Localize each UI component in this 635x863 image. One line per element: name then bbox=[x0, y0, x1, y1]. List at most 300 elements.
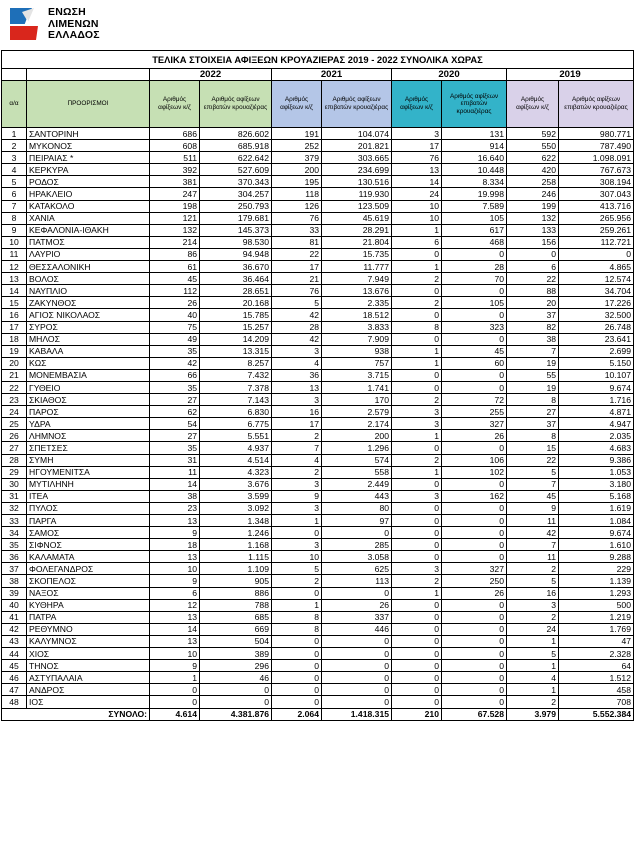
arrivals-2020: 1 bbox=[392, 430, 442, 442]
arrivals-2020: 13 bbox=[392, 164, 442, 176]
destination-name: ΣΥΡΟΣ bbox=[27, 321, 150, 333]
passengers-2019: 3.180 bbox=[559, 478, 634, 490]
destination-name: ΜΥΚΟΝΟΣ bbox=[27, 140, 150, 152]
passengers-2021: 0 bbox=[322, 635, 392, 647]
passengers-2022: 886 bbox=[200, 587, 272, 599]
passengers-2021: 625 bbox=[322, 563, 392, 575]
destination-name: ΡΟΔΟΣ bbox=[27, 176, 150, 188]
passengers-2019: 259.261 bbox=[559, 224, 634, 236]
passengers-2019: 17.226 bbox=[559, 297, 634, 309]
arrivals-2019: 11 bbox=[507, 515, 559, 527]
arrivals-2022: 381 bbox=[150, 176, 200, 188]
arrivals-2022: 6 bbox=[150, 587, 200, 599]
arrivals-2022: 10 bbox=[150, 648, 200, 660]
arrivals-2021: 252 bbox=[272, 140, 322, 152]
table-row bbox=[2, 599, 634, 611]
destination-name: ΑΝΔΡΟΣ bbox=[27, 684, 150, 696]
passengers-2021: 45.619 bbox=[322, 212, 392, 224]
passengers-2022: 7.378 bbox=[200, 381, 272, 393]
row-index: 46 bbox=[2, 672, 27, 684]
arrivals-2019: 16 bbox=[507, 587, 559, 599]
arrivals-2022: 0 bbox=[150, 696, 200, 708]
passengers-2022: 1.115 bbox=[200, 551, 272, 563]
table-row bbox=[2, 684, 634, 696]
passengers-2020: 60 bbox=[442, 357, 507, 369]
table-row bbox=[2, 285, 634, 297]
row-index: 25 bbox=[2, 418, 27, 430]
arrivals-2019: 8 bbox=[507, 430, 559, 442]
arrivals-2019: 0 bbox=[507, 248, 559, 260]
table-row bbox=[2, 442, 634, 454]
passengers-2020: 26 bbox=[442, 587, 507, 599]
destinations-header: ΠΡΟΟΡΙΣΜΟΙ bbox=[27, 81, 150, 128]
logo bbox=[8, 6, 118, 46]
arrivals-2020: 0 bbox=[392, 442, 442, 454]
passengers-2019: 26.748 bbox=[559, 321, 634, 333]
arrivals-2021: 0 bbox=[272, 587, 322, 599]
passengers-2022: 0 bbox=[200, 696, 272, 708]
passengers-2021: 3.058 bbox=[322, 551, 392, 563]
row-index: 39 bbox=[2, 587, 27, 599]
passengers-2022: 250.793 bbox=[200, 200, 272, 212]
passengers-2021: 11.777 bbox=[322, 261, 392, 273]
table-row bbox=[2, 164, 634, 176]
table-row bbox=[2, 672, 634, 684]
arrivals-2020: 3 bbox=[392, 563, 442, 575]
arrivals-2019: 1 bbox=[507, 684, 559, 696]
arrivals-2022: 40 bbox=[150, 309, 200, 321]
arrivals-2019: 156 bbox=[507, 236, 559, 248]
arrivals-2019: 82 bbox=[507, 321, 559, 333]
table-row bbox=[2, 369, 634, 381]
passengers-2019: 500 bbox=[559, 599, 634, 611]
arrivals-2022: 608 bbox=[150, 140, 200, 152]
arrivals-2022: 61 bbox=[150, 261, 200, 273]
passengers-2021: 1.296 bbox=[322, 442, 392, 454]
row-index: 21 bbox=[2, 369, 27, 381]
passengers-2021: 2.174 bbox=[322, 418, 392, 430]
passengers-2022: 685.918 bbox=[200, 140, 272, 152]
arrivals-2021: 8 bbox=[272, 611, 322, 623]
arrivals-2021: 1 bbox=[272, 599, 322, 611]
arrivals-2019: 550 bbox=[507, 140, 559, 152]
arrivals-2020: 0 bbox=[392, 369, 442, 381]
passengers-2021: 337 bbox=[322, 611, 392, 623]
passengers-2019: 1.512 bbox=[559, 672, 634, 684]
passengers-2020: 0 bbox=[442, 684, 507, 696]
arrivals-2022: 13 bbox=[150, 515, 200, 527]
destination-name: ΦΟΛΕΓΑΝΔΡΟΣ bbox=[27, 563, 150, 575]
arrivals-2019: 42 bbox=[507, 527, 559, 539]
passengers-2022: 389 bbox=[200, 648, 272, 660]
passengers-2021: 200 bbox=[322, 430, 392, 442]
arrivals-2021: 28 bbox=[272, 321, 322, 333]
arrivals-2021: 42 bbox=[272, 309, 322, 321]
arrivals-2021: 22 bbox=[272, 248, 322, 260]
arrivals-2021: 17 bbox=[272, 418, 322, 430]
total-passengers-2022: 4.381.876 bbox=[200, 708, 272, 720]
arrivals-2021: 13 bbox=[272, 381, 322, 393]
arrivals-2022: 18 bbox=[150, 539, 200, 551]
passengers-2022: 36.464 bbox=[200, 273, 272, 285]
arrivals-2020: 24 bbox=[392, 188, 442, 200]
passengers-2019: 4.947 bbox=[559, 418, 634, 430]
passengers-2022: 7.432 bbox=[200, 369, 272, 381]
destination-name: ΣΠΕΤΣΕΣ bbox=[27, 442, 150, 454]
arrivals-2022: 1 bbox=[150, 672, 200, 684]
cruise-arrivals-table bbox=[1, 50, 634, 721]
passengers-2020: 0 bbox=[442, 309, 507, 321]
passengers-2020: 327 bbox=[442, 418, 507, 430]
arrivals-2020-header: Αριθμός αφίξεων κ/ζ bbox=[392, 81, 442, 128]
passengers-2022: 3.599 bbox=[200, 490, 272, 502]
destination-name: ΝΑΞΟΣ bbox=[27, 587, 150, 599]
passengers-2020: 0 bbox=[442, 515, 507, 527]
passengers-2019: 708 bbox=[559, 696, 634, 708]
destination-name: ΚΥΘΗΡΑ bbox=[27, 599, 150, 611]
destination-name: ΣΥΜΗ bbox=[27, 454, 150, 466]
passengers-2019: 34.704 bbox=[559, 285, 634, 297]
arrivals-2020: 0 bbox=[392, 611, 442, 623]
arrivals-2019: 8 bbox=[507, 394, 559, 406]
passengers-2019: 2.328 bbox=[559, 648, 634, 660]
passengers-2021: 18.512 bbox=[322, 309, 392, 321]
passengers-2019: 5.168 bbox=[559, 490, 634, 502]
passengers-2021: 170 bbox=[322, 394, 392, 406]
passengers-2019: 1.293 bbox=[559, 587, 634, 599]
logo-line-1: ΕΝΩΣΗ bbox=[48, 6, 86, 18]
passengers-2021: 0 bbox=[322, 587, 392, 599]
arrivals-2021: 36 bbox=[272, 369, 322, 381]
arrivals-2019: 19 bbox=[507, 357, 559, 369]
passengers-2019: 1.769 bbox=[559, 623, 634, 635]
arrivals-2022: 54 bbox=[150, 418, 200, 430]
row-index: 10 bbox=[2, 236, 27, 248]
passengers-2020: 131 bbox=[442, 128, 507, 140]
passengers-2020: 105 bbox=[442, 297, 507, 309]
passengers-2021: 303.665 bbox=[322, 152, 392, 164]
arrivals-2019: 132 bbox=[507, 212, 559, 224]
destination-name: ΑΓΙΟΣ ΝΙΚΟΛΑΟΣ bbox=[27, 309, 150, 321]
arrivals-2019: 1 bbox=[507, 635, 559, 647]
arrivals-2022: 35 bbox=[150, 381, 200, 393]
passengers-2022-header: Αριθμός αφίξεων επιβατών κρουαζιέρας bbox=[200, 81, 272, 128]
passengers-2021: 28.291 bbox=[322, 224, 392, 236]
destination-name: ΛΑΥΡΙΟ bbox=[27, 248, 150, 260]
passengers-2022: 4.937 bbox=[200, 442, 272, 454]
arrivals-2022: 9 bbox=[150, 575, 200, 587]
passengers-2020: 250 bbox=[442, 575, 507, 587]
arrivals-2019: 258 bbox=[507, 176, 559, 188]
table-row bbox=[2, 635, 634, 647]
arrivals-2022: 66 bbox=[150, 369, 200, 381]
passengers-2021: 3.715 bbox=[322, 369, 392, 381]
blank-cell bbox=[2, 69, 27, 81]
table-row bbox=[2, 587, 634, 599]
passengers-2019: 47 bbox=[559, 635, 634, 647]
arrivals-2020: 76 bbox=[392, 152, 442, 164]
passengers-2022: 304.257 bbox=[200, 188, 272, 200]
arrivals-2020: 0 bbox=[392, 684, 442, 696]
row-index: 7 bbox=[2, 200, 27, 212]
arrivals-2020: 1 bbox=[392, 357, 442, 369]
passengers-2022: 15.785 bbox=[200, 309, 272, 321]
table-row bbox=[2, 478, 634, 490]
passengers-2020: 323 bbox=[442, 321, 507, 333]
row-index: 6 bbox=[2, 188, 27, 200]
arrivals-2021: 0 bbox=[272, 684, 322, 696]
passengers-2020: 0 bbox=[442, 442, 507, 454]
arrivals-2022: 11 bbox=[150, 466, 200, 478]
arrivals-2020: 17 bbox=[392, 140, 442, 152]
table-row bbox=[2, 345, 634, 357]
passengers-2021: 123.509 bbox=[322, 200, 392, 212]
destination-name: ΧΑΝΙΑ bbox=[27, 212, 150, 224]
passengers-2021: 234.699 bbox=[322, 164, 392, 176]
arrivals-2022: 112 bbox=[150, 285, 200, 297]
passengers-2021: 0 bbox=[322, 672, 392, 684]
arrivals-2020: 0 bbox=[392, 635, 442, 647]
arrivals-2020: 1 bbox=[392, 224, 442, 236]
passengers-2019: 4.871 bbox=[559, 406, 634, 418]
passengers-2020-header: Αριθμός αφίξεων επιβατών κρουαζιέρας bbox=[442, 81, 507, 128]
table-row bbox=[2, 333, 634, 345]
arrivals-2021: 4 bbox=[272, 454, 322, 466]
arrivals-2020: 1 bbox=[392, 466, 442, 478]
passengers-2021: 0 bbox=[322, 660, 392, 672]
passengers-2020: 0 bbox=[442, 248, 507, 260]
table-row bbox=[2, 454, 634, 466]
passengers-2019: 4.683 bbox=[559, 442, 634, 454]
destination-name: ΙΤΕΑ bbox=[27, 490, 150, 502]
total-row bbox=[2, 708, 634, 720]
total-arrivals-2021: 2.064 bbox=[272, 708, 322, 720]
row-index: 36 bbox=[2, 551, 27, 563]
table-row bbox=[2, 430, 634, 442]
arrivals-2019: 37 bbox=[507, 309, 559, 321]
passengers-2019: 32.500 bbox=[559, 309, 634, 321]
arrivals-2020: 0 bbox=[392, 623, 442, 635]
arrivals-2019: 622 bbox=[507, 152, 559, 164]
passengers-2020: 0 bbox=[442, 599, 507, 611]
passengers-2022: 3.092 bbox=[200, 502, 272, 514]
arrivals-2020: 0 bbox=[392, 285, 442, 297]
row-index: 24 bbox=[2, 406, 27, 418]
arrivals-2019: 7 bbox=[507, 478, 559, 490]
passengers-2020: 102 bbox=[442, 466, 507, 478]
passengers-2020: 7.589 bbox=[442, 200, 507, 212]
arrivals-2022: 31 bbox=[150, 454, 200, 466]
arrivals-2022: 45 bbox=[150, 273, 200, 285]
passengers-2021: 3.833 bbox=[322, 321, 392, 333]
table-row bbox=[2, 309, 634, 321]
passengers-2022: 46 bbox=[200, 672, 272, 684]
arrivals-2022: 49 bbox=[150, 333, 200, 345]
passengers-2022: 8.257 bbox=[200, 357, 272, 369]
arrivals-2020: 2 bbox=[392, 575, 442, 587]
table-row bbox=[2, 381, 634, 393]
arrivals-2019: 19 bbox=[507, 381, 559, 393]
arrivals-2021: 1 bbox=[272, 515, 322, 527]
destination-name: ΣΙΦΝΟΣ bbox=[27, 539, 150, 551]
passengers-2021: 0 bbox=[322, 527, 392, 539]
arrivals-2019: 4 bbox=[507, 672, 559, 684]
lighthouse-logo-icon bbox=[8, 6, 42, 42]
arrivals-2021: 9 bbox=[272, 490, 322, 502]
passengers-2020: 255 bbox=[442, 406, 507, 418]
arrivals-2020: 0 bbox=[392, 478, 442, 490]
passengers-2021: 0 bbox=[322, 684, 392, 696]
passengers-2021: 574 bbox=[322, 454, 392, 466]
destination-name: ΑΣΤΥΠΑΛΑΙΑ bbox=[27, 672, 150, 684]
arrivals-2020: 2 bbox=[392, 273, 442, 285]
row-index: 45 bbox=[2, 660, 27, 672]
arrivals-2021: 200 bbox=[272, 164, 322, 176]
passengers-2022: 1.168 bbox=[200, 539, 272, 551]
arrivals-2022: 132 bbox=[150, 224, 200, 236]
passengers-2019: 1.084 bbox=[559, 515, 634, 527]
table-row bbox=[2, 297, 634, 309]
passengers-2022: 98.530 bbox=[200, 236, 272, 248]
arrivals-2021: 2 bbox=[272, 466, 322, 478]
table-row bbox=[2, 515, 634, 527]
passengers-2022: 5.551 bbox=[200, 430, 272, 442]
destination-name: ΜΥΤΙΛΗΝΗ bbox=[27, 478, 150, 490]
destination-name: ΣΚΙΑΘΟΣ bbox=[27, 394, 150, 406]
arrivals-2022: 9 bbox=[150, 527, 200, 539]
arrivals-2021: 2 bbox=[272, 575, 322, 587]
passengers-2022: 622.642 bbox=[200, 152, 272, 164]
year-2019-header: 2019 bbox=[507, 69, 634, 81]
passengers-2022: 179.681 bbox=[200, 212, 272, 224]
arrivals-2020: 0 bbox=[392, 309, 442, 321]
arrivals-2022: 27 bbox=[150, 430, 200, 442]
passengers-2019: 2.035 bbox=[559, 430, 634, 442]
arrivals-2021: 118 bbox=[272, 188, 322, 200]
passengers-2019: 0 bbox=[559, 248, 634, 260]
arrivals-2020: 0 bbox=[392, 527, 442, 539]
passengers-2021: 80 bbox=[322, 502, 392, 514]
passengers-2020: 45 bbox=[442, 345, 507, 357]
destination-name: ΠΕΙΡΑΙΑΣ * bbox=[27, 152, 150, 164]
arrivals-2019: 7 bbox=[507, 345, 559, 357]
arrivals-2021: 0 bbox=[272, 672, 322, 684]
arrivals-2021: 0 bbox=[272, 696, 322, 708]
row-index: 35 bbox=[2, 539, 27, 551]
arrivals-2020: 1 bbox=[392, 261, 442, 273]
arrivals-2019: 420 bbox=[507, 164, 559, 176]
passengers-2020: 8.334 bbox=[442, 176, 507, 188]
total-arrivals-2022: 4.614 bbox=[150, 708, 200, 720]
arrivals-2019: 592 bbox=[507, 128, 559, 140]
passengers-2020: 0 bbox=[442, 672, 507, 684]
passengers-2020: 0 bbox=[442, 527, 507, 539]
destination-name: ΘΕΣΣΑΛΟΝΙΚΗ bbox=[27, 261, 150, 273]
passengers-2021: 97 bbox=[322, 515, 392, 527]
arrivals-2020: 1 bbox=[392, 345, 442, 357]
arrivals-2021: 42 bbox=[272, 333, 322, 345]
passengers-2022: 20.168 bbox=[200, 297, 272, 309]
passengers-2022: 527.609 bbox=[200, 164, 272, 176]
table-row bbox=[2, 321, 634, 333]
arrivals-2019: 9 bbox=[507, 502, 559, 514]
table-row bbox=[2, 236, 634, 248]
index-header: α/α bbox=[2, 81, 27, 128]
passengers-2019: 5.150 bbox=[559, 357, 634, 369]
destination-name: ΒΟΛΟΣ bbox=[27, 273, 150, 285]
table-row bbox=[2, 563, 634, 575]
destination-name: ΝΑΥΠΛΙΟ bbox=[27, 285, 150, 297]
destination-name: ΚΑΛΥΜΝΟΣ bbox=[27, 635, 150, 647]
row-index: 22 bbox=[2, 381, 27, 393]
destination-name: ΣΚΟΠΕΛΟΣ bbox=[27, 575, 150, 587]
passengers-2020: 0 bbox=[442, 648, 507, 660]
row-index: 1 bbox=[2, 128, 27, 140]
table-row bbox=[2, 261, 634, 273]
arrivals-2022: 0 bbox=[150, 684, 200, 696]
passengers-2021: 2.449 bbox=[322, 478, 392, 490]
arrivals-2021: 0 bbox=[272, 635, 322, 647]
arrivals-2022: 26 bbox=[150, 297, 200, 309]
arrivals-2020: 0 bbox=[392, 539, 442, 551]
arrivals-2019: 11 bbox=[507, 551, 559, 563]
row-index: 30 bbox=[2, 478, 27, 490]
passengers-2019: 308.194 bbox=[559, 176, 634, 188]
arrivals-2020: 3 bbox=[392, 406, 442, 418]
passengers-2022: 4.514 bbox=[200, 454, 272, 466]
destination-name: ΚΑΒΑΛΑ bbox=[27, 345, 150, 357]
passengers-2022: 826.602 bbox=[200, 128, 272, 140]
arrivals-2022: 35 bbox=[150, 442, 200, 454]
destination-name: ΠΥΛΟΣ bbox=[27, 502, 150, 514]
logo-line-2: ΛΙΜΕΝΩΝ bbox=[48, 17, 99, 30]
table-row bbox=[2, 623, 634, 635]
table-row bbox=[2, 527, 634, 539]
passengers-2021: 2.579 bbox=[322, 406, 392, 418]
table-row bbox=[2, 648, 634, 660]
passengers-2021: 285 bbox=[322, 539, 392, 551]
arrivals-2022: 35 bbox=[150, 345, 200, 357]
table-row bbox=[2, 418, 634, 430]
passengers-2020: 0 bbox=[442, 611, 507, 623]
arrivals-2021: 16 bbox=[272, 406, 322, 418]
arrivals-2020: 3 bbox=[392, 490, 442, 502]
passengers-2019: 9.674 bbox=[559, 381, 634, 393]
destination-name: ΚΑΤΑΚΟΛΟ bbox=[27, 200, 150, 212]
passengers-2019: 1.219 bbox=[559, 611, 634, 623]
arrivals-2020: 0 bbox=[392, 648, 442, 660]
row-index: 34 bbox=[2, 527, 27, 539]
arrivals-2021: 76 bbox=[272, 285, 322, 297]
arrivals-2019: 1 bbox=[507, 660, 559, 672]
arrivals-2022: 13 bbox=[150, 611, 200, 623]
passengers-2020: 0 bbox=[442, 333, 507, 345]
passengers-2022: 905 bbox=[200, 575, 272, 587]
arrivals-2019: 5 bbox=[507, 648, 559, 660]
arrivals-2019: 55 bbox=[507, 369, 559, 381]
passengers-2020: 468 bbox=[442, 236, 507, 248]
table-row bbox=[2, 539, 634, 551]
arrivals-2019: 22 bbox=[507, 454, 559, 466]
row-index: 27 bbox=[2, 442, 27, 454]
row-index: 38 bbox=[2, 575, 27, 587]
row-index: 31 bbox=[2, 490, 27, 502]
table-row bbox=[2, 200, 634, 212]
passengers-2019: 1.139 bbox=[559, 575, 634, 587]
passengers-2019: 1.619 bbox=[559, 502, 634, 514]
arrivals-2019: 24 bbox=[507, 623, 559, 635]
destination-name: ΡΕΘΥΜΝΟ bbox=[27, 623, 150, 635]
